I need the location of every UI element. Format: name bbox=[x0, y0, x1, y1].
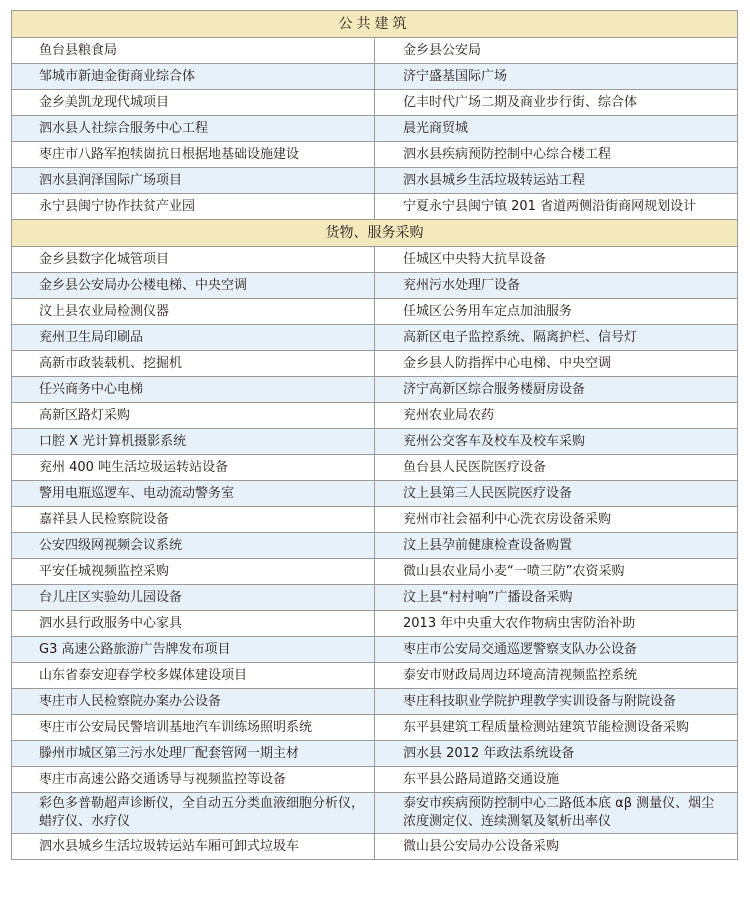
project-left-cell: 兖州卫生局印刷品 bbox=[12, 325, 375, 351]
project-right-cell: 微山县农业局小麦“一喷三防”农资采购 bbox=[375, 559, 738, 585]
project-right-cell: 济宁盛基国际广场 bbox=[375, 64, 738, 90]
project-left-cell: 高新市政装载机、挖掘机 bbox=[12, 351, 375, 377]
project-left-cell: 口腔 X 光计算机摄影系统 bbox=[12, 429, 375, 455]
table-row bbox=[12, 741, 738, 767]
project-right-cell: 金乡县人防指挥中心电梯、中央空调 bbox=[375, 351, 738, 377]
project-left-cell: 枣庄市八路军抱犊崮抗日根据地基础设施建设 bbox=[12, 142, 375, 168]
table-row bbox=[12, 429, 738, 455]
table-row bbox=[12, 767, 738, 793]
project-left-cell: 彩色多普勒超声诊断仪，全自动五分类血液细胞分析仪，蜡疗仪、水疗仪 bbox=[12, 793, 375, 834]
project-right-cell: 泗水县城乡生活垃圾转运站工程 bbox=[375, 168, 738, 194]
table-row bbox=[12, 377, 738, 403]
section-title-text: 货物、服务采购 bbox=[325, 224, 424, 241]
table-row bbox=[12, 90, 738, 116]
table-row bbox=[12, 455, 738, 481]
table-row bbox=[12, 611, 738, 637]
project-right-cell: 鱼台县人民医院医疗设备 bbox=[375, 455, 738, 481]
project-right-cell: 东平县建筑工程质量检测站建筑节能检测设备采购 bbox=[375, 715, 738, 741]
project-left-cell: 泗水县行政服务中心家具 bbox=[12, 611, 375, 637]
project-right-cell: 兖州市社会福利中心洗衣房设备采购 bbox=[375, 507, 738, 533]
table-row bbox=[12, 637, 738, 663]
project-left-cell: 枣庄市公安局民警培训基地汽车训练场照明系统 bbox=[12, 715, 375, 741]
project-right-cell: 枣庄科技职业学院护理教学实训设备与附院设备 bbox=[375, 689, 738, 715]
table-row bbox=[12, 273, 738, 299]
table-row bbox=[12, 168, 738, 194]
project-right-cell: 济宁高新区综合服务楼厨房设备 bbox=[375, 377, 738, 403]
project-right-cell: 汶上县第三人民医院医疗设备 bbox=[375, 481, 738, 507]
project-left-cell: 台儿庄区实验幼儿园设备 bbox=[12, 585, 375, 611]
project-right-cell: 泗水县疾病预防控制中心综合楼工程 bbox=[375, 142, 738, 168]
project-left-cell: 金乡美凯龙现代城项目 bbox=[12, 90, 375, 116]
table-row bbox=[12, 194, 738, 220]
section-title bbox=[12, 220, 738, 247]
project-left-cell: G3 高速公路旅游广告牌发布项目 bbox=[12, 637, 375, 663]
table-row bbox=[12, 38, 738, 64]
project-right-cell: 汶上县“村村响”广播设备采购 bbox=[375, 585, 738, 611]
project-right-cell: 亿丰时代广场二期及商业步行街、综合体 bbox=[375, 90, 738, 116]
project-left-cell: 平安任城视频监控采购 bbox=[12, 559, 375, 585]
project-right-cell: 宁夏永宁县闽宁镇 201 省道两侧沿街商网规划设计 bbox=[375, 194, 738, 220]
table-row bbox=[12, 116, 738, 142]
table-row bbox=[12, 585, 738, 611]
table-row bbox=[12, 142, 738, 168]
project-right-cell: 汶上县孕前健康检查设备购置 bbox=[375, 533, 738, 559]
section-title-text: 公共建筑 bbox=[338, 15, 411, 32]
project-right-cell: 泗水县 2012 年政法系统设备 bbox=[375, 741, 738, 767]
table-row bbox=[12, 507, 738, 533]
project-left-cell: 公安四级网视频会议系统 bbox=[12, 533, 375, 559]
table-row bbox=[12, 834, 738, 860]
table-row bbox=[12, 64, 738, 90]
table-row bbox=[12, 247, 738, 273]
project-right-cell: 泰安市疾病预防控制中心二路低本底 αβ 测量仪、烟尘浓度测定仪、连续测氡及氡析出率仪 bbox=[375, 793, 738, 834]
project-right-cell: 东平县公路局道路交通设施 bbox=[375, 767, 738, 793]
project-right-cell: 高新区电子监控系统、隔离护栏、信号灯 bbox=[375, 325, 738, 351]
project-right-cell: 微山县公安局办公设备采购 bbox=[375, 834, 738, 860]
project-left-cell: 泗水县人社综合服务中心工程 bbox=[12, 116, 375, 142]
project-left-cell: 任兴商务中心电梯 bbox=[12, 377, 375, 403]
project-left-cell: 滕州市城区第三污水处理厂配套管网一期主材 bbox=[12, 741, 375, 767]
project-left-cell: 泗水县润泽国际广场项目 bbox=[12, 168, 375, 194]
project-right-cell: 任城区公务用车定点加油服务 bbox=[375, 299, 738, 325]
table-row bbox=[12, 663, 738, 689]
project-right-cell: 兖州污水处理厂设备 bbox=[375, 273, 738, 299]
project-left-cell: 高新区路灯采购 bbox=[12, 403, 375, 429]
project-left-cell: 兖州 400 吨生活垃圾运转站设备 bbox=[12, 455, 375, 481]
table-row bbox=[12, 533, 738, 559]
project-right-cell: 兖州公交客车及校车及校车采购 bbox=[375, 429, 738, 455]
table-row bbox=[12, 481, 738, 507]
table-row bbox=[12, 715, 738, 741]
project-left-cell: 永宁县闽宁协作扶贫产业园 bbox=[12, 194, 375, 220]
project-right-cell: 枣庄市公安局交通巡逻警察支队办公设备 bbox=[375, 637, 738, 663]
section-header bbox=[12, 11, 738, 38]
project-left-cell: 汶上县农业局检测仪器 bbox=[12, 299, 375, 325]
table-row bbox=[12, 299, 738, 325]
project-left-cell: 枣庄市人民检察院办案办公设备 bbox=[12, 689, 375, 715]
project-right-cell: 2013 年中央重大农作物病虫害防治补助 bbox=[375, 611, 738, 637]
table-row bbox=[12, 325, 738, 351]
project-left-cell: 鱼台县粮食局 bbox=[12, 38, 375, 64]
project-left-cell: 邹城市新迪金街商业综合体 bbox=[12, 64, 375, 90]
project-left-cell: 嘉祥县人民检察院设备 bbox=[12, 507, 375, 533]
table-row bbox=[12, 793, 738, 834]
project-left-cell: 枣庄市高速公路交通诱导与视频监控等设备 bbox=[12, 767, 375, 793]
table-row bbox=[12, 689, 738, 715]
project-list-table bbox=[11, 10, 738, 860]
project-left-cell: 金乡县数字化城管项目 bbox=[12, 247, 375, 273]
project-right-cell: 兖州农业局农药 bbox=[375, 403, 738, 429]
table-row bbox=[12, 559, 738, 585]
project-right-cell: 任城区中央特大抗旱设备 bbox=[375, 247, 738, 273]
project-left-cell: 金乡县公安局办公楼电梯、中央空调 bbox=[12, 273, 375, 299]
section-header bbox=[12, 220, 738, 247]
table-row bbox=[12, 351, 738, 377]
project-right-cell: 晨光商贸城 bbox=[375, 116, 738, 142]
project-left-cell: 泗水县城乡生活垃圾转运站车厢可卸式垃圾车 bbox=[12, 834, 375, 860]
section-title bbox=[12, 11, 738, 38]
project-right-cell: 泰安市财政局周边环境高清视频监控系统 bbox=[375, 663, 738, 689]
project-right-cell: 金乡县公安局 bbox=[375, 38, 738, 64]
table-row bbox=[12, 403, 738, 429]
project-left-cell: 山东省泰安迎春学校多媒体建设项目 bbox=[12, 663, 375, 689]
project-left-cell: 警用电瓶巡逻车、电动流动警务室 bbox=[12, 481, 375, 507]
